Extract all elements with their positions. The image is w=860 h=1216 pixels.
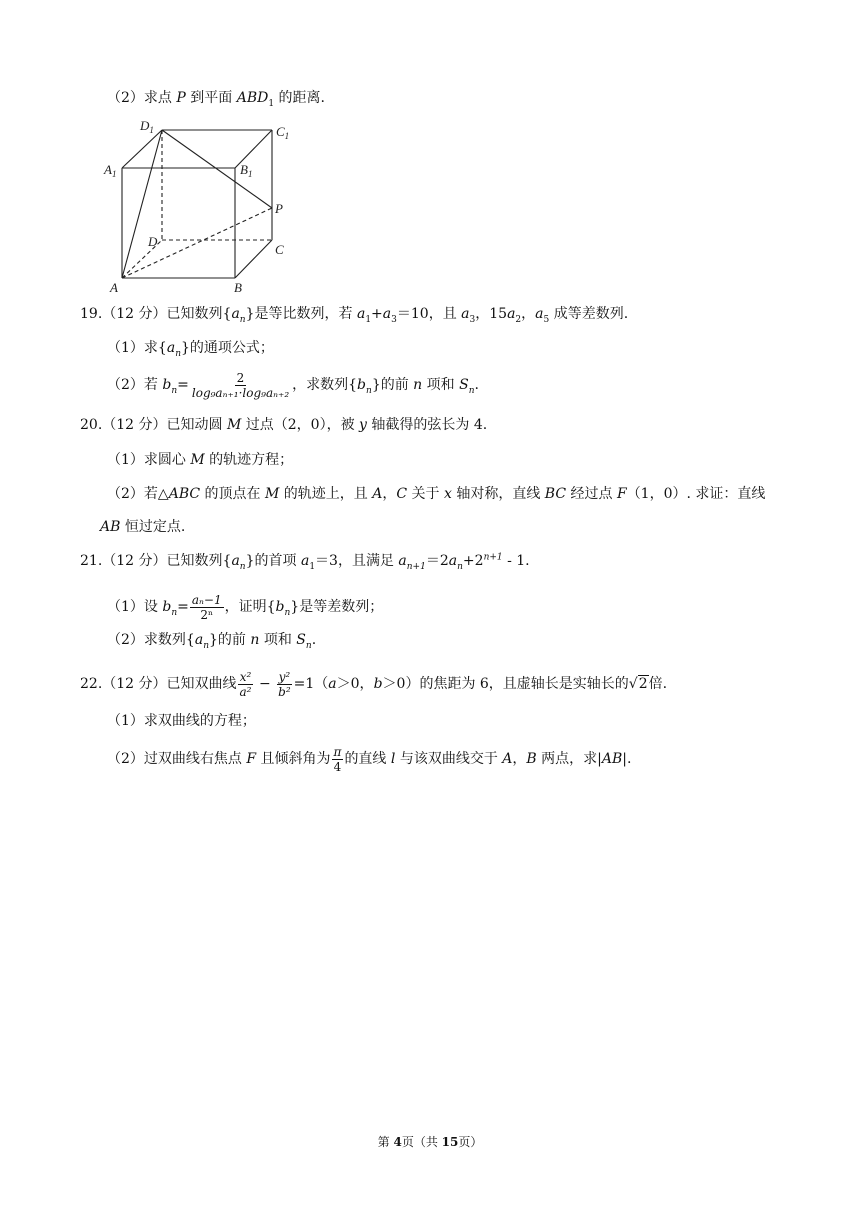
page-footer: [0, 1133, 860, 1150]
text: 求点: [143, 90, 177, 106]
var: n: [413, 377, 423, 393]
text: 求圆心: [143, 452, 191, 468]
text: −: [254, 676, 276, 692]
text: 22.（12 分）已知双曲线: [80, 676, 237, 692]
q20-part2: [107, 484, 765, 504]
var: b: [275, 599, 285, 615]
fraction: [190, 371, 291, 400]
text: =: [177, 377, 189, 393]
radical: √: [628, 676, 638, 692]
subscript: n: [203, 640, 209, 651]
text: ＝3，且满足: [315, 553, 399, 569]
denominator: 4: [333, 759, 342, 774]
text: 20.（12 分）已知动圆: [80, 417, 227, 433]
fraction-y: [276, 670, 293, 699]
var: a: [461, 306, 470, 322]
fraction-pi: [332, 745, 344, 774]
q21-part2: [107, 630, 316, 650]
denominator: a²: [239, 684, 252, 699]
text: 恒过定点.: [120, 519, 186, 535]
numerator: y²: [278, 669, 291, 684]
text: 与该双曲线交于: [395, 751, 503, 767]
cube-figure: [100, 116, 300, 294]
text: 若: [143, 377, 163, 393]
var: ABC: [168, 486, 201, 502]
q20-part2-cont: [100, 517, 185, 537]
text: 且倾斜角为: [256, 751, 331, 767]
text: 的轨迹方程；: [204, 452, 294, 468]
text: （1，0）. 求证：直线: [626, 486, 766, 502]
part-number: （2）: [107, 486, 144, 502]
label-d1: $D_1$: [140, 118, 154, 135]
var: BC: [544, 486, 567, 502]
edge-d1p: [162, 130, 272, 208]
text: ＝10，且: [396, 306, 462, 322]
var: a: [166, 340, 176, 356]
label-c: C: [275, 242, 284, 257]
text: 的直线: [344, 751, 391, 767]
superscript: n+1: [483, 552, 503, 563]
q21-part1: [107, 590, 383, 624]
part-number: （1）: [107, 713, 144, 729]
var: a: [300, 553, 310, 569]
subscript: n: [171, 385, 178, 396]
var: a: [194, 632, 204, 648]
page-number: 4: [393, 1135, 402, 1149]
text: 关于: [407, 486, 444, 502]
var: n: [250, 632, 260, 648]
var: a: [398, 553, 407, 569]
numerator: aₙ−1: [191, 592, 222, 607]
q21-stem: [80, 551, 530, 571]
text: ＞0）的焦距为 6，且虚轴长是实轴长的: [382, 676, 629, 692]
text: ，: [382, 486, 397, 502]
total-pages: 15: [441, 1135, 459, 1149]
edge-ad1: [122, 130, 162, 278]
text: +: [371, 306, 383, 322]
var: y: [359, 417, 367, 433]
subscript: 2: [515, 314, 522, 325]
text: 的顶点在: [200, 486, 265, 502]
part-number: （2）: [107, 90, 144, 106]
text: 若△: [143, 486, 169, 502]
label-c1: $C_1$: [276, 124, 290, 141]
denominator: b²: [278, 684, 291, 699]
text: 两点，求|: [536, 751, 602, 767]
subscript: n: [175, 348, 181, 359]
var: F: [616, 486, 627, 502]
var: C: [396, 486, 408, 502]
q22-stem: [80, 667, 667, 701]
var: a: [507, 306, 516, 322]
var: S: [459, 377, 469, 393]
text: 设: [143, 599, 163, 615]
label-b1: $B_1$: [240, 162, 253, 179]
text: 成等差数列.: [549, 306, 629, 322]
text: 求{: [143, 340, 167, 356]
part-number: （1）: [107, 340, 144, 356]
var-abd: ABD: [236, 90, 269, 106]
subscript: 1: [309, 561, 316, 572]
edge-ap-dashed: [122, 208, 272, 278]
text: 轴截得的弦长为 4.: [366, 417, 488, 433]
var: A: [502, 751, 513, 767]
text: 21.（12 分）已知数列{: [80, 553, 232, 569]
text: 项和: [259, 632, 297, 648]
text: ，证明{: [224, 599, 276, 615]
sqrt-symbol: [629, 667, 649, 701]
subscript: n+1: [406, 561, 426, 572]
text: 经过点: [566, 486, 617, 502]
text: ＝2: [425, 553, 449, 569]
var: M: [190, 452, 205, 468]
var: S: [296, 632, 306, 648]
denominator: 2ⁿ: [200, 607, 214, 622]
text: - 1.: [502, 553, 530, 569]
var: a: [231, 553, 240, 569]
var: b: [162, 599, 172, 615]
text: |.: [622, 751, 632, 767]
var: a: [448, 553, 458, 569]
part-number: （1）: [107, 452, 144, 468]
q18-part2: [107, 88, 325, 108]
var: M: [226, 417, 242, 433]
label-d: D: [148, 234, 158, 249]
subscript: n: [239, 561, 246, 572]
var: A: [372, 486, 383, 502]
q22-part1: [107, 711, 256, 731]
subscript: n: [457, 561, 463, 572]
fraction-x: [238, 670, 254, 699]
var-p: P: [176, 90, 186, 106]
var: l: [390, 751, 396, 767]
text: 倍.: [648, 676, 668, 692]
var: b: [357, 377, 367, 393]
q20-stem: [80, 415, 487, 435]
q19-stem: [80, 304, 628, 324]
part-number: （1）: [107, 599, 144, 615]
text: ＞0，: [336, 676, 374, 692]
text: ，: [521, 306, 536, 322]
subscript: 1: [365, 314, 372, 325]
text: 19.（12 分）已知数列{: [80, 306, 232, 322]
var: AB: [100, 519, 121, 535]
subscript: n: [366, 385, 372, 396]
text: ，求数列{: [292, 377, 358, 393]
var: F: [246, 751, 257, 767]
label-p: P: [275, 201, 283, 216]
text: .: [311, 632, 317, 648]
text: ，15: [475, 306, 508, 322]
text: .: [474, 377, 479, 393]
text: }的首项: [245, 553, 301, 569]
text: }的前: [209, 632, 251, 648]
numerator: x²: [239, 669, 252, 684]
var: M: [264, 486, 280, 502]
label-a1: $A_1$: [104, 162, 117, 179]
text: 项和: [422, 377, 460, 393]
fraction: [190, 593, 224, 622]
var: AB: [601, 751, 623, 767]
q19-part2: [107, 368, 479, 402]
denominator: log₉aₙ₊₁·log₉aₙ₊₂: [191, 385, 290, 400]
label-b: B: [234, 280, 242, 294]
part-number: （2）: [107, 632, 144, 648]
var: a: [356, 306, 366, 322]
text: 轴对称，直线: [451, 486, 545, 502]
text: 的距离.: [274, 90, 325, 106]
text: }是等比数列，若: [245, 306, 357, 322]
subscript: 1: [268, 98, 275, 109]
var: a: [382, 306, 392, 322]
text: +2: [462, 553, 484, 569]
text: 第: [377, 1135, 394, 1149]
numerator: π: [333, 744, 342, 759]
q20-part1: [107, 450, 293, 470]
part-number: （2）: [107, 751, 144, 767]
text: =: [177, 599, 189, 615]
text: 的轨迹上，且: [279, 486, 373, 502]
var: a: [328, 676, 337, 692]
edge-bc: [235, 240, 272, 278]
var: a: [535, 306, 544, 322]
var: B: [526, 751, 537, 767]
text: 求数列{: [143, 632, 195, 648]
part-number: （2）: [107, 377, 144, 393]
subscript: n: [305, 640, 312, 651]
text: }是等差数列；: [290, 599, 384, 615]
subscript: 5: [543, 314, 550, 325]
text: ，: [512, 751, 527, 767]
subscript: 3: [469, 314, 476, 325]
q22-part2: [107, 742, 631, 776]
var: b: [373, 676, 383, 692]
text: 页（共: [401, 1135, 442, 1149]
subscript: n: [171, 607, 178, 618]
radicand: 2: [638, 676, 648, 692]
var: b: [162, 377, 172, 393]
numerator: 2: [236, 370, 245, 385]
q19-part1: [107, 338, 274, 358]
subscript: n: [284, 607, 291, 618]
subscript: n: [239, 314, 246, 325]
var: x: [443, 486, 452, 502]
text: 到平面: [185, 90, 237, 106]
subscript: n: [468, 385, 475, 396]
text: 求双曲线的方程；: [143, 713, 256, 729]
text: 过双曲线右焦点: [143, 751, 247, 767]
edge-a1d1: [122, 130, 162, 168]
text: 过点（2，0），被: [241, 417, 360, 433]
label-a: A: [110, 280, 118, 294]
subscript: 3: [391, 314, 397, 325]
text: 页）: [458, 1135, 483, 1149]
text: }的前: [371, 377, 414, 393]
var: a: [231, 306, 240, 322]
text: =1（: [293, 676, 329, 692]
text: }的通项公式；: [181, 340, 274, 356]
